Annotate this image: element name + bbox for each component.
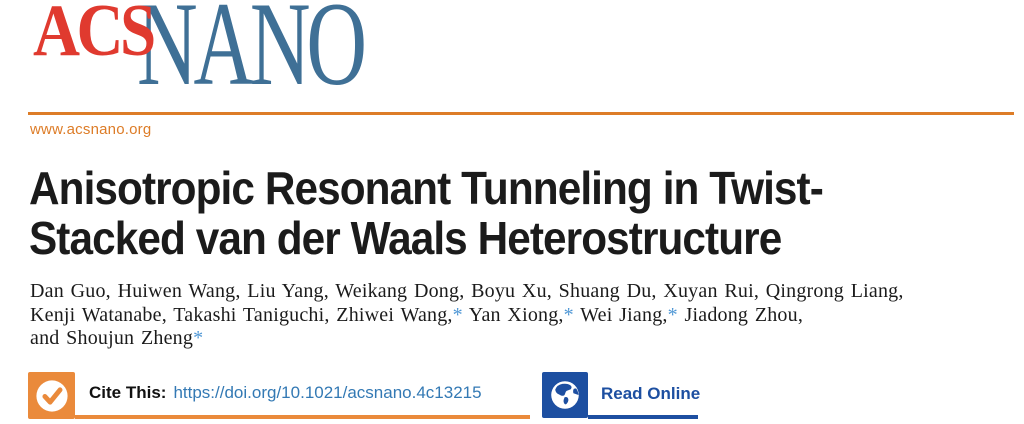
article-title-line-1: Anisotropic Resonant Tunneling in Twist-: [29, 162, 823, 214]
author-names: and Shoujun Zheng: [30, 327, 194, 349]
author-names: Wei Jiang,: [573, 303, 668, 326]
globe-icon: [549, 379, 581, 411]
cite-underline: [75, 415, 530, 419]
author-list: [30, 280, 1020, 351]
logo-acs-text: ACS: [33, 0, 153, 72]
globe-badge: [542, 372, 588, 418]
checkmark-in-circle-icon: [35, 379, 69, 413]
author-names: Dan Guo, Huiwen Wang, Liu Yang, Weikang Dong, Boyu Xu, Shuang Du, Xuyan Rui, Qingrong Liang,: [30, 280, 904, 302]
cite-this-label: Cite This:: [89, 383, 167, 402]
read-online-label: Read Online: [601, 384, 701, 403]
acs-nano-logo: [33, 0, 393, 110]
read-online-underline: [588, 415, 698, 419]
article-title: [29, 163, 892, 263]
corresponding-author-star: *: [667, 303, 678, 326]
doi-link[interactable]: https://doi.org/10.1021/acsnano.4c13215: [173, 383, 482, 402]
masthead-divider: [28, 112, 1014, 115]
article-title-line-2: Stacked van der Waals Heterostructure: [29, 212, 782, 264]
logo-nano-text: NANO: [137, 0, 363, 110]
cite-this-block: [28, 372, 530, 419]
checkmark-badge: [28, 372, 75, 419]
journal-website-link[interactable]: www.acsnano.org: [30, 121, 152, 138]
author-names: Kenji Watanabe, Takashi Taniguchi, Zhiwei Wang,: [30, 303, 453, 326]
author-names: Jiadong Zhou,: [677, 303, 804, 326]
author-names: Yan Xiong,: [462, 303, 564, 326]
corresponding-author-star: *: [563, 303, 574, 326]
corresponding-author-star: *: [193, 327, 204, 349]
corresponding-author-star: *: [452, 303, 463, 326]
cite-this-row: [89, 383, 482, 403]
read-online-button[interactable]: [542, 372, 701, 419]
